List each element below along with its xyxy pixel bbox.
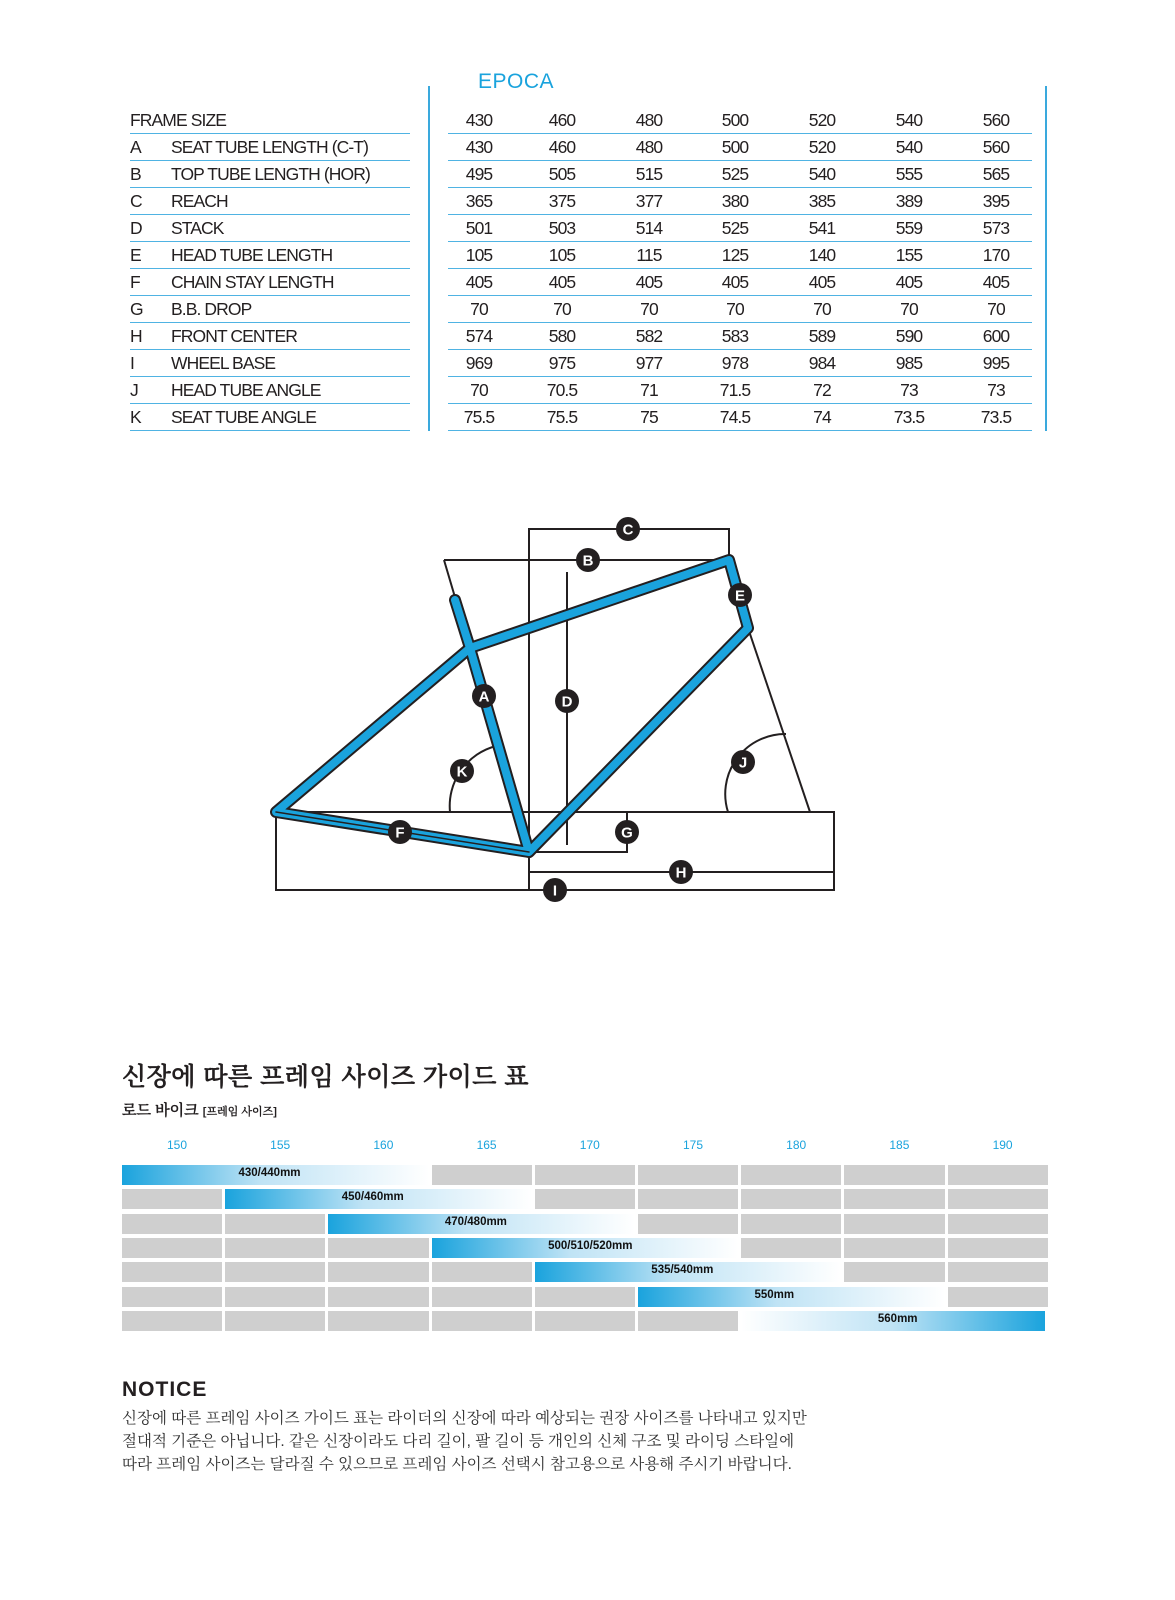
table-cell: 995 xyxy=(982,353,1010,373)
size-guide-row xyxy=(122,1238,1048,1258)
grid-cell xyxy=(328,1238,428,1258)
grid-cell xyxy=(122,1311,222,1331)
table-cell: 405 xyxy=(635,272,663,292)
table-cell: 125 xyxy=(721,245,749,265)
grid-cell xyxy=(844,1165,944,1185)
marker-f xyxy=(388,820,412,844)
table-cell: 170 xyxy=(982,245,1010,265)
grid-cell xyxy=(328,1262,428,1282)
dimension-lines xyxy=(276,529,834,890)
table-cell: 525 xyxy=(721,164,749,184)
table-cell: 590 xyxy=(895,326,923,346)
grid-cell xyxy=(122,1238,222,1258)
head-tube-angle-arc xyxy=(725,734,786,812)
grid-cell xyxy=(535,1287,635,1307)
table-cell: 460 xyxy=(548,137,576,157)
table-cell: 574 xyxy=(465,326,493,346)
grid-cell xyxy=(948,1214,1048,1234)
table-cell: 405 xyxy=(548,272,576,292)
row-name: REACH xyxy=(171,191,228,211)
model-name: EPOCA xyxy=(478,70,555,93)
size-highlight-bar xyxy=(741,1311,1045,1331)
head-tube-extension-line xyxy=(748,628,810,812)
table-cell: 105 xyxy=(465,245,493,265)
size-highlight-label: 560mm xyxy=(877,1312,918,1325)
row-code: B xyxy=(130,164,141,184)
table-cell: 515 xyxy=(635,164,663,184)
table-cell: 70 xyxy=(900,299,918,319)
table-cell: 389 xyxy=(895,191,923,211)
grid-cell xyxy=(122,1214,222,1234)
table-cell: 73 xyxy=(900,380,918,400)
table-cell: 75.5 xyxy=(463,407,495,427)
marker-j xyxy=(731,750,755,774)
table-cell: 405 xyxy=(721,272,749,292)
table-cell: 140 xyxy=(808,245,836,265)
table-cell: 985 xyxy=(895,353,923,373)
height-label: 175 xyxy=(682,1138,704,1152)
row-name: FRAME SIZE xyxy=(130,110,227,130)
marker-letter: G xyxy=(621,824,633,842)
grid-cell xyxy=(225,1214,325,1234)
table-cell: 480 xyxy=(635,110,663,130)
grid-cell xyxy=(225,1287,325,1307)
size-highlight-label: 550mm xyxy=(754,1288,795,1301)
table-cell: 975 xyxy=(548,353,576,373)
height-label: 170 xyxy=(579,1138,600,1152)
grid-cell xyxy=(225,1311,325,1331)
table-cell: 385 xyxy=(808,191,836,211)
notice-line: 따라 프레임 사이즈는 달라질 수 있으므로 프레임 사이즈 선택시 참고용으로 사용해 주시기 바랍니다. xyxy=(122,1456,792,1473)
grid-cell xyxy=(432,1262,532,1282)
table-cell: 70 xyxy=(553,299,571,319)
grid-cell xyxy=(225,1238,325,1258)
height-label: 185 xyxy=(889,1138,910,1152)
marker-letter: A xyxy=(478,688,490,706)
table-cell: 977 xyxy=(635,353,663,373)
size-guide-row xyxy=(122,1262,1048,1282)
size-guide-row xyxy=(122,1165,1048,1185)
table-cell: 75 xyxy=(640,407,658,427)
grid-cell xyxy=(844,1262,944,1282)
table-cell: 573 xyxy=(982,218,1010,238)
size-highlight-bar xyxy=(225,1189,532,1209)
table-cell: 582 xyxy=(635,326,663,346)
grid-cell xyxy=(844,1214,944,1234)
grid-cell xyxy=(122,1262,222,1282)
table-cell: 505 xyxy=(548,164,576,184)
marker-letter: C xyxy=(622,521,634,539)
row-name: HEAD TUBE LENGTH xyxy=(171,245,333,265)
table-cell: 73.5 xyxy=(893,407,925,427)
grid-cell xyxy=(948,1189,1048,1209)
row-code: C xyxy=(130,191,142,211)
table-cell: 71 xyxy=(640,380,658,400)
table-cell: 70 xyxy=(640,299,658,319)
row-code: H xyxy=(130,326,142,346)
row-code: E xyxy=(130,245,141,265)
table-cell: 514 xyxy=(635,218,663,238)
row-code: G xyxy=(130,299,143,319)
grid-cell xyxy=(741,1189,841,1209)
marker-letter: E xyxy=(734,587,746,605)
table-cell: 969 xyxy=(465,353,493,373)
size-highlight-label: 500/510/520mm xyxy=(548,1239,633,1252)
grid-cell xyxy=(638,1189,738,1209)
marker-letter: I xyxy=(552,882,558,900)
row-name: SEAT TUBE LENGTH (C-T) xyxy=(171,137,369,157)
grid-cell xyxy=(432,1165,532,1185)
grid-cell xyxy=(328,1287,428,1307)
table-cell: 430 xyxy=(465,137,493,157)
grid-cell xyxy=(535,1189,635,1209)
marker-letter: D xyxy=(561,693,573,711)
marker-c xyxy=(616,517,640,541)
size-highlight-bar xyxy=(535,1262,842,1282)
grid-cell xyxy=(741,1214,841,1234)
table-cell: 72 xyxy=(813,380,831,400)
row-code: I xyxy=(130,353,134,373)
row-code: J xyxy=(130,380,138,400)
size-highlight-label: 470/480mm xyxy=(444,1215,507,1228)
size-highlight-label: 450/460mm xyxy=(341,1191,404,1204)
size-highlight-label: 430/440mm xyxy=(238,1167,301,1179)
grid-cell xyxy=(948,1287,1048,1307)
table-cell: 365 xyxy=(465,191,493,211)
size-highlight-label: 535/540mm xyxy=(651,1264,714,1277)
size-guide-title: 신장에 따른 프레임 사이즈 가이드 표 xyxy=(122,1063,529,1091)
table-cell: 70.5 xyxy=(546,380,578,400)
row-code: A xyxy=(130,137,141,157)
grid-cell xyxy=(122,1287,222,1307)
row-name: STACK xyxy=(171,218,224,238)
notice-title: NOTICE xyxy=(122,1378,208,1401)
table-cell: 541 xyxy=(808,218,836,238)
table-cell: 560 xyxy=(982,137,1010,157)
marker-letter: B xyxy=(582,552,594,570)
marker-letter: F xyxy=(395,824,405,842)
grid-cell xyxy=(844,1189,944,1209)
size-guide-subtitle xyxy=(122,1099,277,1120)
row-name: SEAT TUBE ANGLE xyxy=(171,407,317,427)
table-cell: 430 xyxy=(465,110,493,130)
size-guide-row xyxy=(122,1311,1048,1331)
marker-h xyxy=(669,860,693,884)
row-code: D xyxy=(130,218,142,238)
marker-g xyxy=(615,820,639,844)
marker-letter: H xyxy=(675,864,687,882)
table-cell: 75.5 xyxy=(546,407,578,427)
reach-dimension-line xyxy=(529,529,729,852)
marker-letter: K xyxy=(456,763,468,781)
row-name: CHAIN STAY LENGTH xyxy=(171,272,334,292)
table-cell: 155 xyxy=(895,245,923,265)
table-cell: 395 xyxy=(982,191,1010,211)
grid-cell xyxy=(432,1287,532,1307)
grid-cell xyxy=(948,1238,1048,1258)
height-label: 180 xyxy=(786,1138,807,1152)
table-cell: 540 xyxy=(895,110,923,130)
marker-letter: J xyxy=(738,754,748,772)
marker-d xyxy=(555,689,579,713)
table-cell: 503 xyxy=(548,218,576,238)
notice-line: 신장에 따른 프레임 사이즈 가이드 표는 라이더의 신장에 따라 예상되는 권장 사이즈를 나타내고 있지만 xyxy=(122,1410,807,1427)
table-cell: 984 xyxy=(808,353,836,373)
grid-cell xyxy=(638,1165,738,1185)
row-name: HEAD TUBE ANGLE xyxy=(171,380,321,400)
marker-k xyxy=(450,759,474,783)
size-highlight-bar xyxy=(638,1287,945,1307)
row-code: F xyxy=(130,272,140,292)
grid-cell xyxy=(225,1262,325,1282)
table-cell: 580 xyxy=(548,326,576,346)
table-cell: 74.5 xyxy=(719,407,751,427)
size-highlight-bar xyxy=(432,1238,739,1258)
table-cell: 520 xyxy=(808,137,836,157)
bike-frame xyxy=(276,560,748,852)
marker-e xyxy=(728,583,752,607)
grid-cell xyxy=(638,1214,738,1234)
table-cell: 540 xyxy=(895,137,923,157)
grid-cell xyxy=(432,1311,532,1331)
table-cell: 583 xyxy=(721,326,749,346)
table-cell: 405 xyxy=(465,272,493,292)
row-code: K xyxy=(130,407,141,427)
table-cell: 460 xyxy=(548,110,576,130)
height-label: 155 xyxy=(270,1138,291,1152)
marker-a xyxy=(472,684,496,708)
table-cell: 73.5 xyxy=(980,407,1012,427)
table-cell: 70 xyxy=(470,380,488,400)
table-cell: 375 xyxy=(548,191,576,211)
table-cell: 565 xyxy=(982,164,1010,184)
table-cell: 73 xyxy=(987,380,1005,400)
table-cell: 405 xyxy=(982,272,1010,292)
table-cell: 560 xyxy=(982,110,1010,130)
table-cell: 74 xyxy=(813,407,831,427)
size-highlight-bar xyxy=(122,1165,429,1185)
table-cell: 70 xyxy=(813,299,831,319)
height-label: 165 xyxy=(476,1138,497,1152)
height-label: 160 xyxy=(373,1138,394,1152)
grid-cell xyxy=(948,1262,1048,1282)
height-label: 150 xyxy=(166,1138,188,1152)
size-guide-subtitle-text: 로드 바이크 xyxy=(122,1102,199,1119)
grid-cell xyxy=(948,1165,1048,1185)
row-name: TOP TUBE LENGTH (HOR) xyxy=(171,164,370,184)
size-highlight-bar xyxy=(328,1214,635,1234)
table-cell: 115 xyxy=(636,245,662,265)
grid-cell xyxy=(844,1238,944,1258)
table-cell: 405 xyxy=(808,272,836,292)
grid-cell xyxy=(535,1311,635,1331)
table-cell: 480 xyxy=(635,137,663,157)
table-cell: 600 xyxy=(982,326,1010,346)
notice-line: 절대적 기준은 아닙니다. 같은 신장이라도 다리 길이, 팔 길이 등 개인의 신체 구조 및 라이딩 스타일에 xyxy=(122,1433,795,1450)
table-cell: 501 xyxy=(465,218,493,238)
marker-b xyxy=(576,548,600,572)
row-name: FRONT CENTER xyxy=(171,326,297,346)
grid-cell xyxy=(535,1165,635,1185)
table-cell: 978 xyxy=(721,353,749,373)
grid-cell xyxy=(741,1165,841,1185)
table-cell: 589 xyxy=(808,326,836,346)
table-cell: 105 xyxy=(548,245,576,265)
table-cell: 70 xyxy=(726,299,744,319)
table-cell: 525 xyxy=(721,218,749,238)
height-label: 190 xyxy=(992,1138,1013,1152)
table-cell: 71.5 xyxy=(719,380,751,400)
table-cell: 540 xyxy=(808,164,836,184)
table-cell: 500 xyxy=(721,137,749,157)
table-cell: 377 xyxy=(635,191,663,211)
table-cell: 495 xyxy=(465,164,493,184)
marker-i xyxy=(543,878,567,902)
size-guide-row xyxy=(122,1214,1048,1234)
grid-cell xyxy=(638,1311,738,1331)
table-cell: 380 xyxy=(721,191,749,211)
table-cell: 70 xyxy=(987,299,1005,319)
table-cell: 520 xyxy=(808,110,836,130)
size-guide-row xyxy=(122,1189,1048,1209)
grid-cell xyxy=(122,1189,222,1209)
table-cell: 555 xyxy=(895,164,923,184)
row-name: B.B. DROP xyxy=(171,299,252,319)
table-cell: 405 xyxy=(895,272,923,292)
size-guide-row xyxy=(122,1287,1048,1307)
grid-cell xyxy=(328,1311,428,1331)
row-name: WHEEL BASE xyxy=(171,353,276,373)
table-cell: 559 xyxy=(895,218,923,238)
size-guide-subtitle-note: [프레임 사이즈] xyxy=(202,1106,277,1118)
table-cell: 500 xyxy=(721,110,749,130)
table-cell: 70 xyxy=(470,299,488,319)
grid-cell xyxy=(741,1238,841,1258)
